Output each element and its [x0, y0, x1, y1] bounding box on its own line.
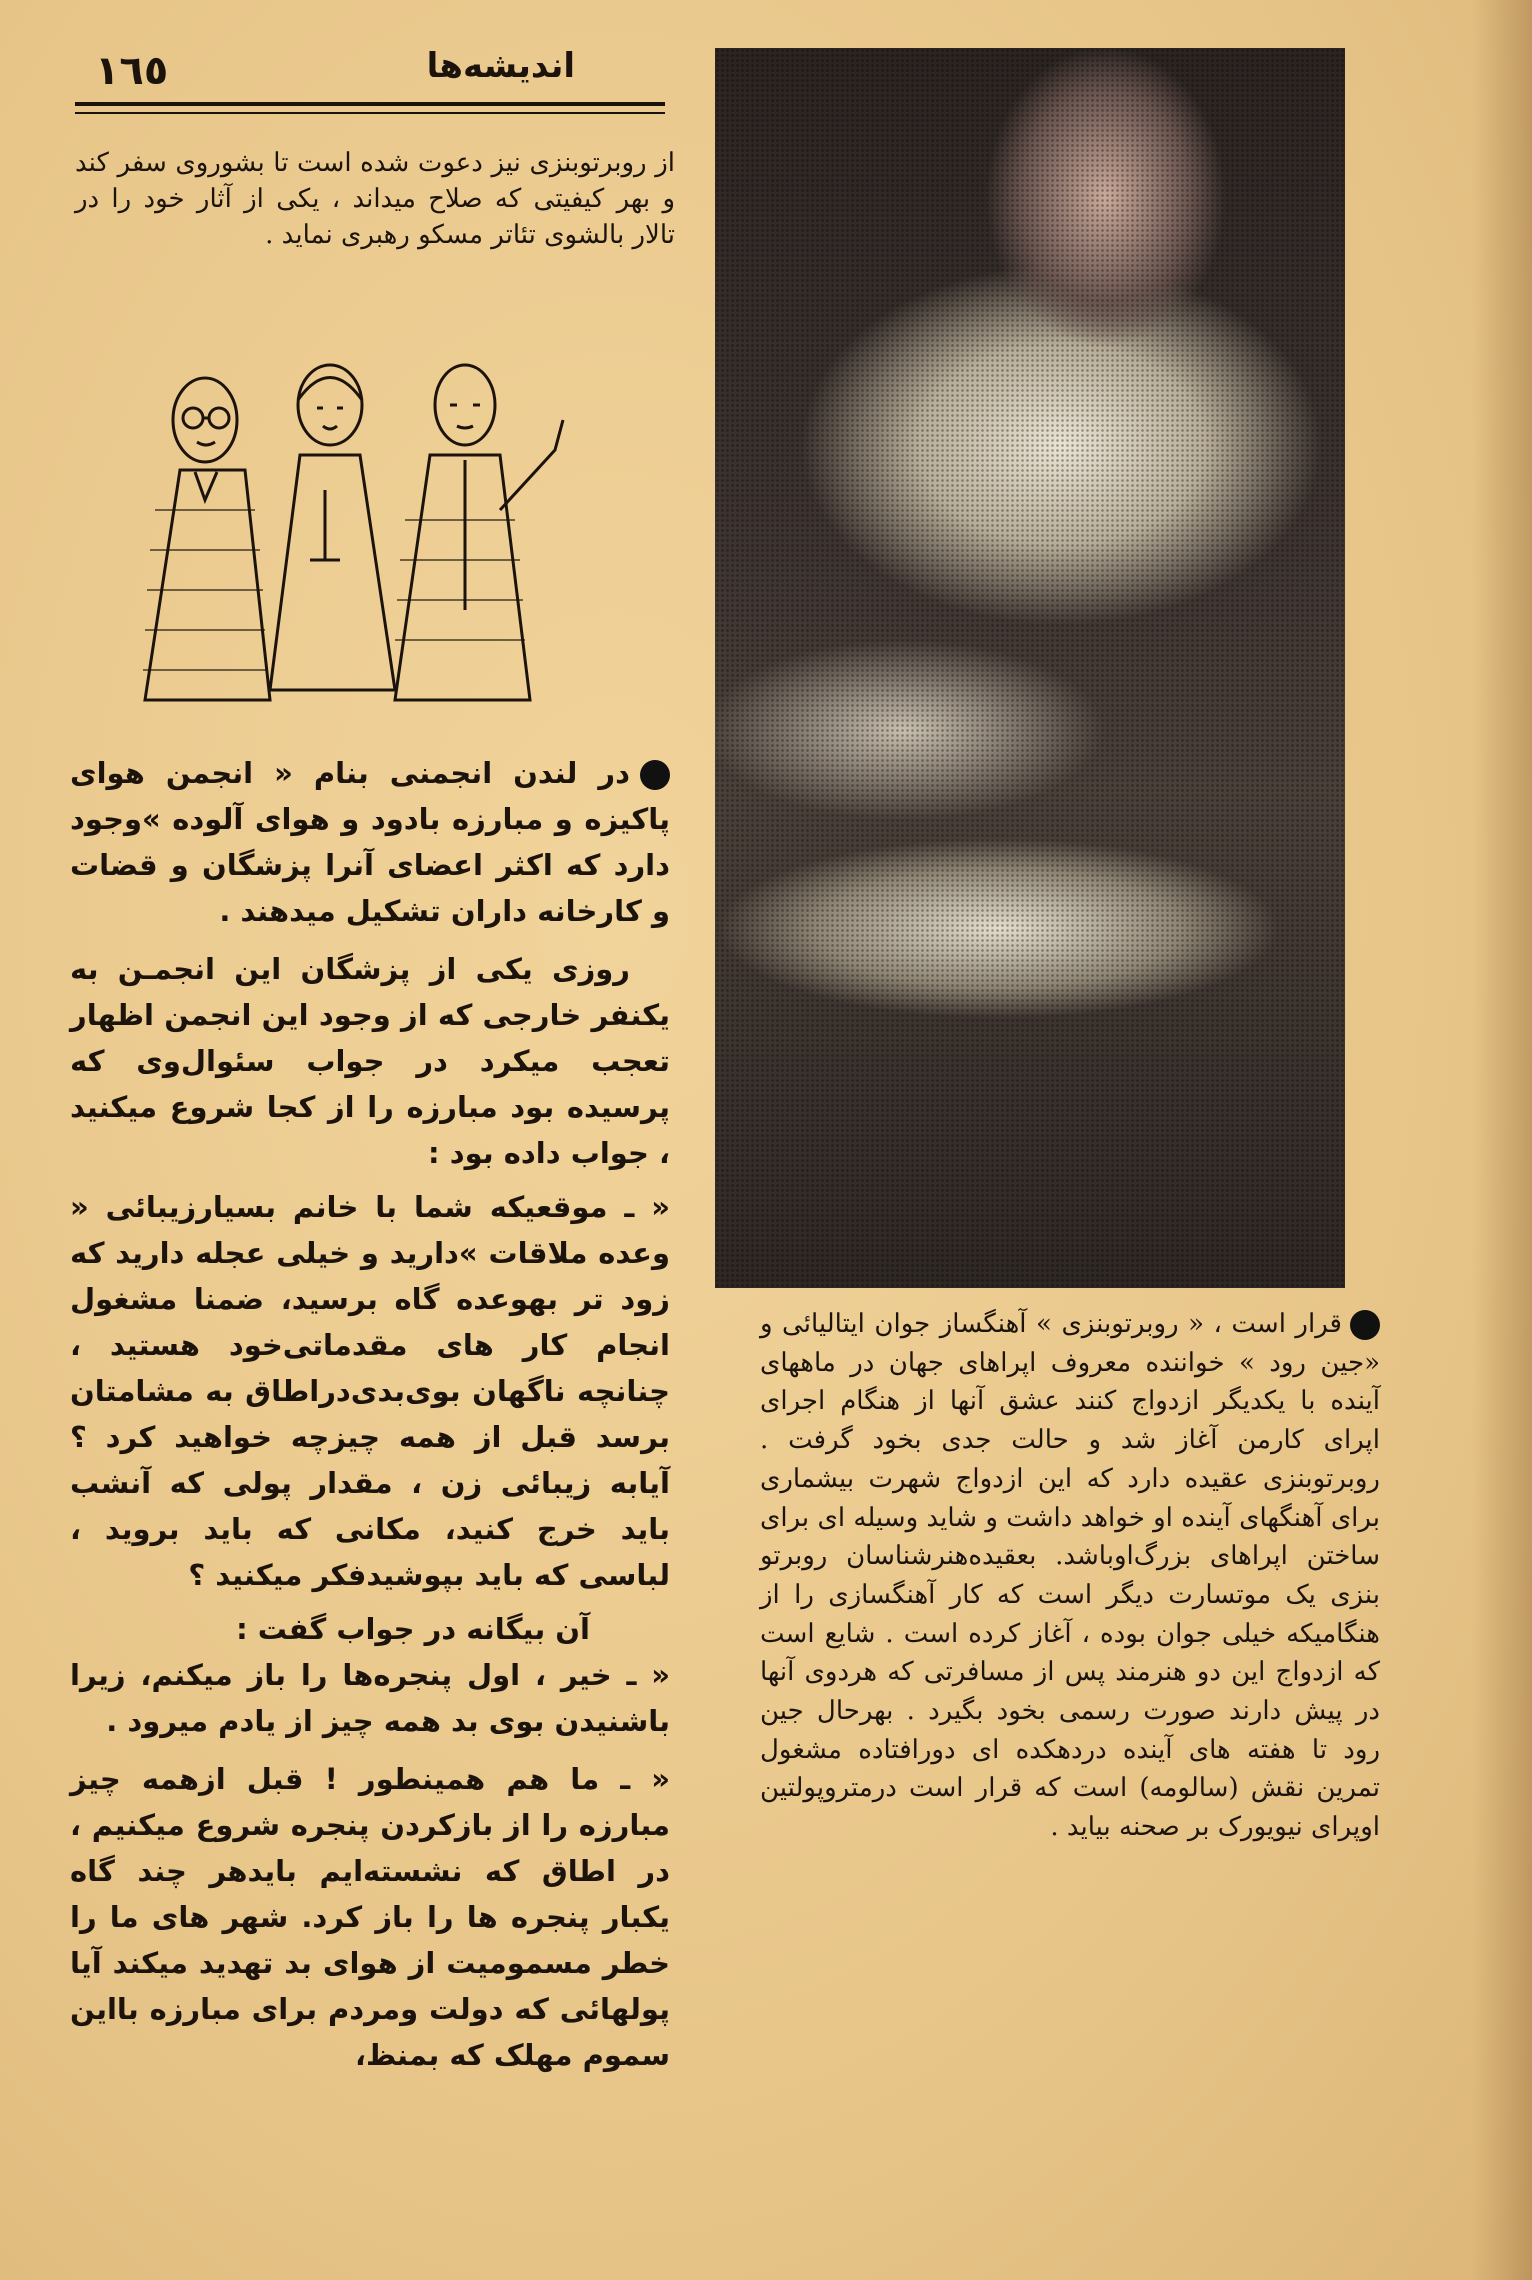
news-column: [760, 1305, 1380, 1847]
section-title: اندیشه‌ها: [426, 46, 575, 86]
article-paragraph-4: آن بیگانه در جواب گفت :: [236, 1612, 590, 1646]
news-paragraph: [760, 1305, 1380, 1847]
article-paragraph-6: « ـ ما هم همینطور ! قبل ازهمه چیز مبارزه را از بازکردن پنجره شروع میکنیم ، در اطاق که نشسته‌ایم بایدهر چند گاه یکبار پنجره ها را باز کرد. شهر های ما را خطر مسمومیت از هوای بد تهدید میکند آیا پولهائی که دولت ومردم برای مبارزه بااین سموم مهلک که بمنظ،: [70, 1762, 670, 2072]
header-rule: [75, 102, 665, 106]
page-header: [75, 40, 665, 120]
intro-paragraph: از روبرتوبنزی نیز دعوت شده است تا بشوروی سفر کند و بهر کیفیتی که صلاح میداند ، یکی از آثار خود را در تالار بالشوی تئاتر مسکو رهبری نماید .: [75, 148, 675, 250]
article-p1-text: در لندن انجمنی بنام « انجمن هوای پاکیزه و مبارزه بادود و هوای آلوده »وجود دارد که اکثر اعضای آنرا پزشگان و قضات و کارخانه داران تشکیل میدهند .: [70, 756, 670, 928]
page-edge-shadow: [1472, 0, 1532, 2280]
halftone-texture: [715, 48, 1345, 1288]
bullet-icon: [640, 760, 670, 790]
portrait-photo: [715, 48, 1345, 1288]
bullet-icon: [1350, 1310, 1380, 1340]
article-paragraph-1: [70, 750, 670, 934]
article-column: [70, 750, 670, 2078]
article-paragraph-3: « ـ موقعیکه شما با خانم بسیارزیبائی « وعده ملاقات »دارید و خیلی عجله دارید که زود تر بهوعده گاه برسید، ضمنا مشغول انجام کار های مقدماتی‌خود هستید ، چنانچه ناگهان بوی‌بدی‌دراطاق به مشامتان برسد قبل از همه چیزچه خواهید کرد ؟ آیابه زیبائی زن ، مقدار پولی که آنشب باید خرج کنید، مکانی که باید بروید ، لباسی که باید بپوشیدفکر میکنید ؟: [70, 1190, 670, 1592]
article-paragraph-2: روزی یکی از پزشگان این انجمـن به یکنفر خارجی که از وجود این انجمن اظهار تعجب میکرد در جواب سئوال‌وی که پرسیده بود مبارزه را از کجا شروع میکنید ، جواب داده بود :: [70, 952, 670, 1170]
cartoon-illustration: [85, 360, 605, 715]
header-rule-thin: [75, 112, 665, 114]
page-number: ١٦٥: [95, 48, 169, 94]
news-text: قرار است ، « روبرتوبنزی » آهنگساز جوان ایتالیائی و «جین رود » خواننده معروف اپراهای جهان در ماههای آینده با یکدیگر ازدواج کنند عشق آنها از هنگام اجرای اپرای کارمن آغاز شد و حالت جدی بخود گرفت . روبرتوبنزی عقیده دارد که این ازدواج شهرت بیشماری برای آهنگهای آینده او خواهد داشت و شاید وسیله ای برای ساختن اپراهای بزرگ‌اوباشد. بعقیده‌هنرشناسان روبرتو بنزی یک موتسارت دیگر است که کار آهنگسازی را از هنگامیکه خیلی جوان بوده ، آغاز کرده است . شایع است که ازدواج این دو هنرمند پس از مسافرتی که هردوی آنها در پیش دارند صورت رسمی بخود بگیرد . بهرحال جین رود تا هفته های آینده دردهکده ای دورافتاده مشغول تمرین نقش (سالومه) است که قرار است درمتروپولتین اوپرای نیویورک بر صحنه بیاید .: [760, 1309, 1380, 1843]
article-paragraph-5: « ـ خیر ، اول پنجره‌ها را باز میکنم، زیرا باشنیدن بوی بد همه چیز از یادم میرود .: [70, 1658, 670, 1738]
